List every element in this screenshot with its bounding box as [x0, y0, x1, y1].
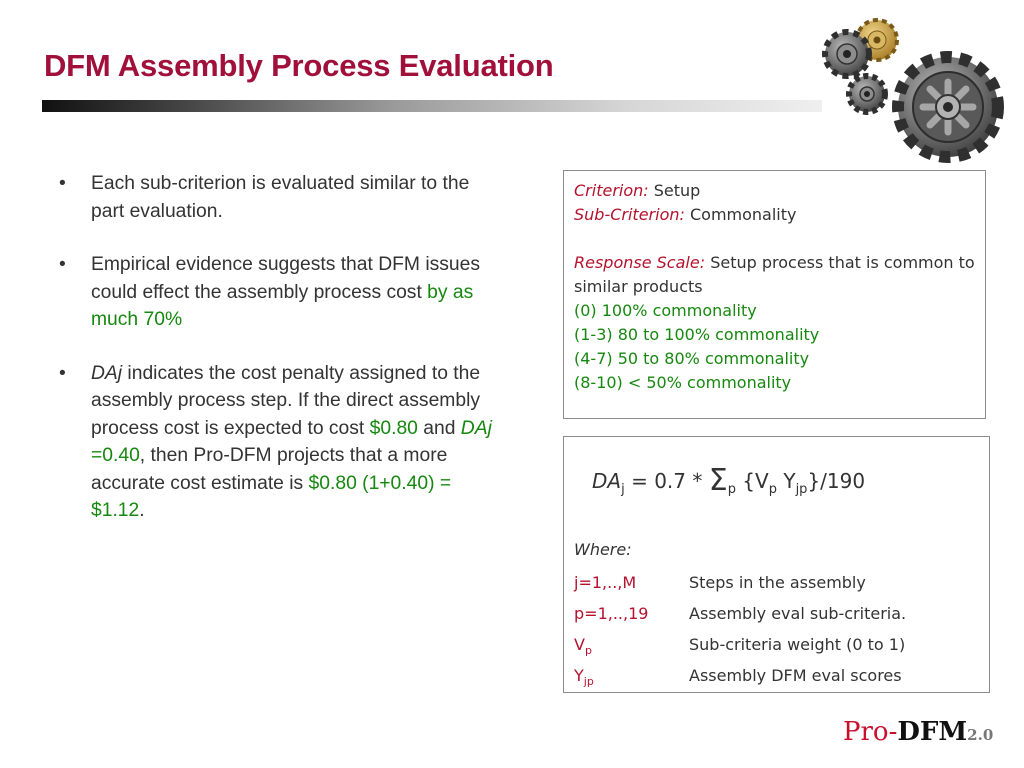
bullet-highlight: by as much 70% — [91, 281, 474, 330]
sigma-symbol: Σ — [708, 463, 728, 498]
bullet-item — [55, 360, 505, 525]
definition-row — [574, 567, 906, 598]
bullet-text: . — [139, 500, 145, 521]
definition-description: Steps in the assembly — [689, 573, 866, 592]
sigma-sub: p — [727, 482, 736, 497]
criterion-line — [574, 179, 975, 203]
penalty-value: =0.40 — [91, 445, 140, 466]
bullet-glyph: • — [59, 254, 66, 275]
slide-title: DFM Assembly Process Evaluation — [44, 48, 554, 83]
formula-box — [563, 436, 990, 693]
response-value: Setup process that is common to similar products — [574, 253, 975, 296]
bullet-text: , then Pro-DFM projects that a more accurate cost estimate is — [91, 445, 448, 494]
response-line — [574, 251, 975, 299]
symbol-text: j=1,..,M — [574, 573, 637, 592]
symbol-text: p=1,..,19 — [574, 604, 649, 623]
term-daj: DAj — [460, 417, 492, 439]
bullet-glyph: • — [59, 173, 66, 194]
criterion-value: Setup — [653, 181, 701, 200]
definition-description: Sub-criteria weight (0 to 1) — [689, 635, 906, 654]
medium-gear-icon — [849, 76, 885, 112]
scale-item: (4-7) 50 to 80% commonality — [574, 349, 810, 368]
bullet-text: Each sub-criterion is evaluated similar to the part evaluation. — [91, 173, 470, 222]
definition-row — [574, 598, 906, 629]
symbol-sub: p — [584, 644, 592, 658]
scale-item: (1-3) 80 to 100% commonality — [574, 325, 820, 344]
formula-lhs-sub: j — [621, 482, 625, 497]
y-sub: jp — [795, 482, 808, 497]
bullet-item — [55, 170, 505, 225]
criterion-box — [563, 170, 986, 419]
formula-open: {V — [735, 469, 769, 493]
logo-pro: Pro- — [843, 717, 898, 747]
formula-mid: Y — [776, 469, 796, 493]
response-label: Response Scale: — [574, 253, 706, 272]
definition-symbol — [574, 567, 689, 598]
bullet-list — [55, 170, 505, 551]
symbol-text: Y — [574, 666, 584, 685]
title-divider — [42, 100, 822, 112]
bullet-glyph: • — [59, 362, 66, 384]
where-label: Where: — [574, 540, 632, 559]
symbol-sub: jp — [583, 675, 594, 689]
bullet-text: indicates the cost penalty assigned to the assembly process step. If the direct assembly process cost is expected to cost — [91, 362, 481, 439]
gears-icon — [815, 12, 1015, 172]
bullet-item — [55, 251, 505, 334]
subcriterion-label: Sub-Criterion: — [574, 205, 685, 224]
scale-item: (0) 100% commonality — [574, 301, 757, 320]
term-daj: DAj — [91, 362, 123, 384]
estimate-value: $0.80 (1+0.40) = $1.12 — [91, 472, 452, 521]
subcriterion-line — [574, 203, 975, 227]
definition-symbol — [574, 598, 689, 629]
definition-row — [574, 660, 906, 691]
definition-symbol — [574, 660, 689, 691]
bullet-text: and — [417, 417, 461, 439]
formula-lhs: DA — [592, 469, 622, 493]
definition-symbol — [574, 629, 689, 660]
logo-version: 2.0 — [967, 726, 994, 744]
small-gear-icon — [825, 32, 869, 76]
bullet-text: Empirical evidence suggests that DFM issues could effect the assembly process cost — [91, 254, 480, 303]
formula — [592, 461, 865, 497]
definitions-list — [574, 567, 906, 691]
definition-description: Assembly DFM eval scores — [689, 666, 902, 685]
logo-dfm: DFM — [897, 717, 968, 747]
spacer — [574, 227, 975, 251]
v-sub: p — [768, 482, 777, 497]
formula-eq: = 0.7 * — [624, 469, 709, 493]
large-gear-icon — [898, 57, 998, 157]
formula-close: }/190 — [807, 469, 866, 493]
scale-item: (8-10) < 50% commonality — [574, 373, 792, 392]
criterion-label: Criterion: — [574, 181, 649, 200]
definition-description: Assembly eval sub-criteria. — [689, 604, 907, 623]
definition-row — [574, 629, 906, 660]
symbol-text: V — [574, 635, 585, 654]
subcriterion-value: Commonality — [689, 205, 797, 224]
cost-value: $0.80 — [369, 417, 418, 439]
pro-dfm-logo — [843, 717, 993, 747]
